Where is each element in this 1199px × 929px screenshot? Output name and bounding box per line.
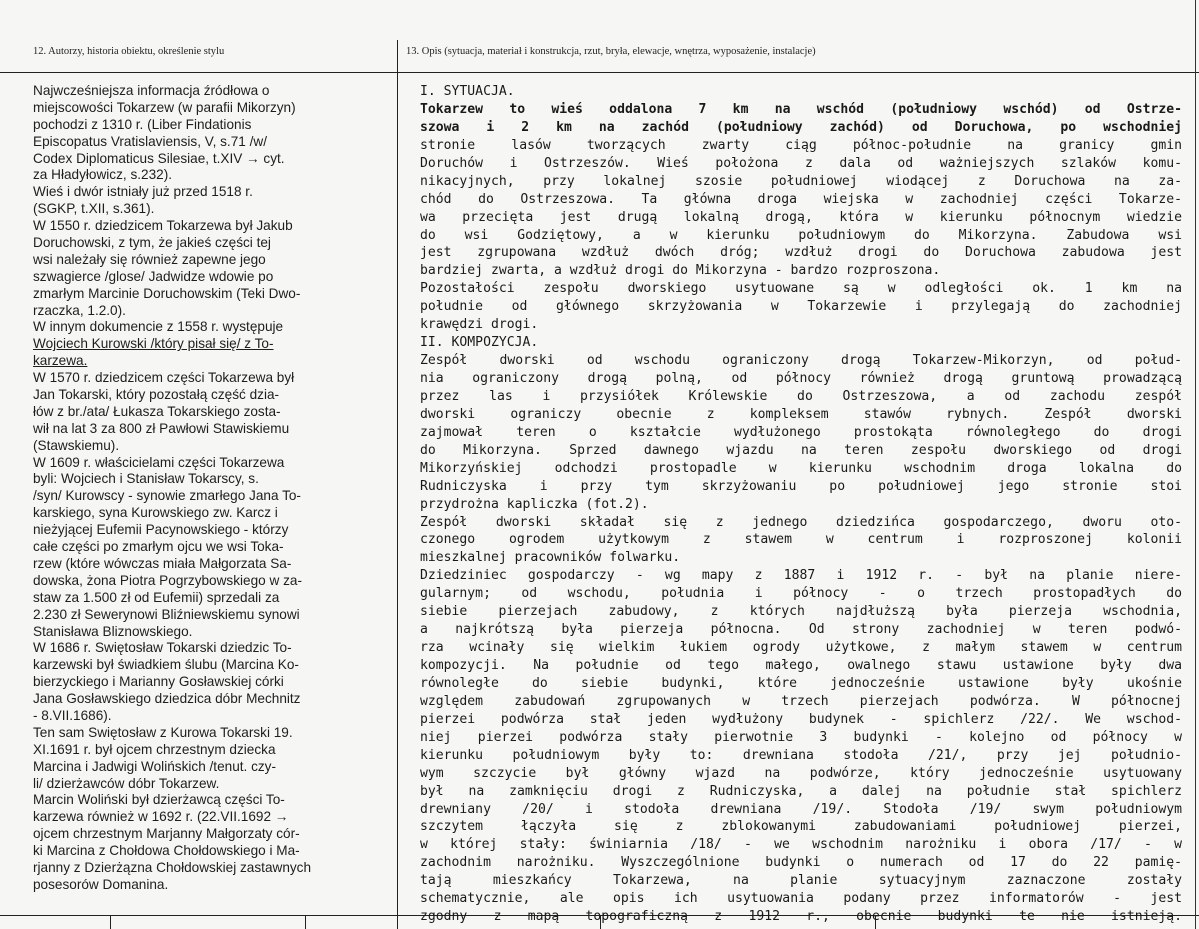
history-line: Marcina i Jadwigi Wolińskich /tenut. czy-	[33, 758, 277, 774]
description-line: wym szczycie był główny wjazd na podwórze, który jednocześnie usytuowany	[420, 765, 1182, 781]
history-line: Codex Diplomaticus Silesiae, t.XIV → cyt.	[33, 150, 285, 166]
history-line: W 1609 r. właścicielami części Tokarzewa	[33, 454, 285, 470]
history-line: ki Marcina z Chołdowa Chołdowskiego i Ma-	[33, 843, 300, 859]
description-line: rza wcinały się wielkim łukiem ogrody użytkowe, z małym stawem w centrum	[420, 640, 1182, 656]
history-line: W 1570 r. dziedzicem części Tokarzewa był	[33, 370, 295, 386]
description-line: w której stały: świniarnia /18/ - we wschodnim narożniku i obora /17/ - w	[420, 837, 1182, 853]
history-line: staw za 1.500 zł od Eufemii) sprzedali za	[33, 589, 280, 605]
description-line: do wsi Godziętowy, a w kierunku południowym do Mikorzyna. Zabudowa wsi	[420, 227, 1182, 243]
history-line: miejscowości Tokarzew (w parafii Mikorzyn)	[33, 99, 296, 115]
description-line: do Mikorzyna. Sprzed dawnego wjazdu na teren zespołu dworskiego od drogi	[420, 442, 1182, 458]
description-column	[420, 83, 1182, 926]
description-line: mieszkalnej pracowników folwarku.	[420, 550, 681, 566]
history-line: li/ dzierżawców dóbr Tokarzew.	[33, 775, 220, 791]
history-line: (SGKP, t.XII, s.361).	[33, 201, 155, 217]
description-line: krawędzi drogi.	[420, 317, 539, 333]
history-line: Ten sam Swiętosław z Kurowa Tokarski 19.	[33, 724, 293, 740]
history-line: (Stawskiemu).	[33, 437, 120, 453]
description-line: Zespół dworski składał się z jednego dziedzińca gospodarczego, dworu oto-	[420, 514, 1182, 530]
description-heading: II. KOMPOZYCJA.	[420, 335, 539, 351]
section-12-label: 12. Autorzy, historia obiektu, określenie stylu	[33, 46, 225, 57]
history-line: byli: Wojciech i Stanisław Tokarscy, s.	[33, 471, 259, 487]
history-line: Wieś i dwór istniały już przed 1518 r.	[33, 184, 253, 200]
description-heading: I. SYTUACJA.	[420, 84, 515, 99]
history-line: Marcin Woliński był dzierżawcą części To-	[33, 792, 285, 808]
description-line: nia ograniczony drogą polną, od północy również drogą gruntową prowadzącą	[420, 371, 1182, 386]
description-line: szowa i 2 km na zachód (południowy zachód) od Doruchowa, po wschodniej	[420, 119, 1182, 135]
history-line: karskiego, syna Kurowskiego zw. Karcz i	[33, 505, 278, 521]
history-line: /syn/ Kurowscy - synowie zmarłego Jana To-	[33, 488, 301, 504]
description-line: Dziedziniec gospodarczy - wg mapy z 1887 i 1912 r. - był na planie niere-	[420, 568, 1182, 584]
description-line: chód do Ostrzeszowa. Ta główna droga wiejska w zachodniej części Tokarze-	[420, 191, 1182, 207]
description-line: wa przecięta jest drugą lokalną drogą, która w kierunku północnym wiedzie	[420, 209, 1182, 225]
history-line: Jan Tokarski, który pozostałą część dzia-	[33, 387, 280, 403]
history-line: zmarłym Marcinie Doruchowskim (Teki Dwo-	[33, 285, 301, 301]
history-line: wił na lat 3 za 800 zł Pawłowi Stawiskiemu	[33, 420, 290, 436]
description-line: Tokarzew to wieś oddalona 7 km na wschód (południowy wschód) od Ostrze-	[420, 101, 1182, 117]
history-line: pochodzi z 1310 r. (Liber Findationis	[33, 116, 252, 132]
description-line: stronie lasów tworzących zwarty ciąg północ-południe na granicy gmin	[420, 137, 1182, 153]
history-line: rzew (które wówczas miała Małgorzata Sa-	[33, 555, 292, 571]
history-line: W 1686 r. Swiętosław Tokarski dziedzic To-	[33, 640, 292, 656]
description-line: czonego ogrodem użytkowym z stawem w centrum i rozproszonej kolonii	[420, 532, 1182, 548]
history-line: nieżyjącej Eufemii Pacynowskiego - którzy	[33, 522, 289, 538]
description-line: zgodny z mapą topograficzną z 1912 r., obecnie budynki te nie istnieją.	[420, 909, 1182, 925]
description-line: południe od głównego skrzyżowania w Tokarzewie i przylegają do zachodniej	[420, 299, 1182, 315]
description-line: kierunku południowym były to: drewniana stodoła /21/, przy jej południo-	[420, 747, 1182, 763]
description-line: równoległe do siebie budynki, które jednocześnie ustawione były ukośnie	[420, 675, 1182, 691]
description-line: zachodnim narożniku. Wyszczególnione budynki o numerach od 17 do 22 pamię-	[420, 855, 1182, 871]
footer-tick	[305, 915, 306, 929]
description-line: pierzei podwórza stał jeden wydłużony budynek - spichlerz /22/. We wschod-	[420, 711, 1182, 727]
description-line: tają mieszkańcy Tokarzewa, na planie sytuacyjnym zaznaczone zostały	[420, 873, 1182, 889]
description-line: niej pierzei podwórza stały pierwotnie 3 budynki - kolejno od północy w	[420, 729, 1182, 745]
history-line: za Hładyłowicz, s.232).	[33, 167, 173, 183]
history-line: szwagierce /glose/ Jadwidze wdowie po	[33, 268, 274, 284]
history-line-underlined: karzewa.	[33, 353, 88, 369]
history-line: całe części po zmarłym ojcu we wsi Toka-	[33, 539, 284, 555]
description-line: siebie pierzejach zabudowy, z których najdłuższą była pierzeja wschodnia,	[420, 604, 1182, 620]
header-rule	[0, 72, 1199, 73]
description-line: dworski ograniczy obecnie z kompleksem stawów rybnych. Zespół dworski	[420, 406, 1182, 422]
description-line: Zespół dworski od wschodu ograniczony drogą Tokarzew-Mikorzyn, od połud-	[420, 353, 1182, 369]
history-column	[33, 83, 395, 894]
description-line: schematycznie, ale opis ich usytuowania podany przez informatorów - jest	[420, 891, 1182, 907]
history-line: W innym dokumencie z 1558 r. występuje	[33, 319, 284, 335]
history-line: W 1550 r. dziedzicem Tokarzewa był Jakub	[33, 218, 293, 234]
history-line: dowska, żona Piotra Pogrzybowskiego w za-	[33, 572, 302, 588]
description-line: kompozycji. Na południe od tego małego, owalnego stawu ustawione były dwa	[420, 658, 1182, 673]
description-line: szczytem łączyła się z zblokowanymi zabudowaniami południowej pierzei,	[420, 819, 1182, 835]
description-line: Mikorzyńskiej odchodzi prostopadle w kierunku wschodnim droga lokalna do	[420, 460, 1182, 476]
footer-tick	[110, 915, 111, 929]
description-line: przez las i przysiółek Królewskie do Ostrzeszowa, a od zachodu zespół	[420, 388, 1182, 404]
description-line: przydrożna kapliczka (fot.2).	[420, 496, 649, 512]
description-line: zajmował teren o kształcie wydłużonego prostokąta równoległego do drogi	[420, 424, 1182, 440]
history-line: Jana Gosławskiego dziedzica dóbr Mechnitz	[33, 691, 301, 707]
history-line: Doruchowski, z tym, że jakieś części tej	[33, 235, 271, 251]
description-line: Pozostałości zespołu dworskiego usytuowane są w odległości ok. 1 km na	[420, 281, 1182, 297]
history-line: rzaczka, 1.2.0).	[33, 302, 126, 318]
history-line: karzewa również w 1692 r. (22.VII.1692 →	[33, 809, 289, 825]
description-line: względem zabudowań zgrupowanych w trzech pierzejach podwórza. W północnej	[420, 693, 1182, 709]
history-line: Najwcześniejsza informacja źródłowa o	[33, 83, 270, 98]
column-divider	[397, 40, 398, 929]
description-line: nikacyjnych, przy lokalnej szosie południowej wiodącej z Doruchowa na za-	[420, 173, 1182, 189]
description-line: Doruchów i Ostrzeszów. Wieś położona z dala od ważniejszych szlaków komu-	[420, 155, 1182, 171]
description-line: a najkrótszą była pierzeja północna. Od strony zachodniej w teren podwó-	[420, 622, 1182, 638]
history-line: łów z br./ata/ Łukasza Tokarskiego zosta-	[33, 403, 281, 419]
history-line-underlined: Wojciech Kurowski /który pisał się/ z To-	[33, 336, 274, 352]
history-line: XI.1691 r. był ojcem chrzestnym dziecka	[33, 741, 276, 757]
history-line: Stanisława Bliznowskiego.	[33, 623, 193, 639]
description-line: jest zgrupowana wzdłuż dwóch dróg; wzdłuż drogi do Doruchowa zabudowa jest	[420, 245, 1182, 261]
description-line: bardziej zwarta, a wzdłuż drogi do Mikorzyna - bardzo rozproszona.	[420, 263, 941, 279]
history-line: wsi należały się również zapewne jego	[33, 251, 266, 267]
history-line: posesorów Domanina.	[33, 876, 169, 892]
description-line: był na zamknięciu drogi z Rudniczyska, a dalej na południe stał spichlerz	[420, 783, 1182, 799]
history-line: karzewski był świadkiem ślubu (Marcina Ko-	[33, 657, 299, 673]
history-line: - 8.VII.1686).	[33, 707, 112, 723]
section-13-label: 13. Opis (sytuacja, materiał i konstrukcja, rzut, bryła, elewacje, wnętrza, wyposażenie, instalacje)	[406, 46, 816, 57]
page-edge	[1195, 0, 1196, 929]
description-line: gularnym; od wschodu, południa i północy - o trzech prostopadłych do	[420, 586, 1182, 602]
history-line: Episcopatus Vratislaviensis, V, s.71 /w/	[33, 133, 267, 149]
description-line: Rudniczyska i przy tym skrzyżowaniu po południowej jego stronie stoi	[420, 478, 1182, 494]
history-line: 2.230 zł Sewerynowi Bliźniewskiemu synowi	[33, 606, 300, 622]
history-line: ojcem chrzestnym Marjanny Małgorzaty cór-	[33, 826, 300, 842]
history-line: rjanny z Dzierżązna Chołdowskiej zastawnych	[33, 859, 312, 875]
history-line: bierzyckiego i Marianny Gosławskiej córki	[33, 674, 284, 690]
description-line: drewniany /20/ i stodoła drewniana /19/. Stodoła /19/ swym południowym	[420, 801, 1182, 817]
